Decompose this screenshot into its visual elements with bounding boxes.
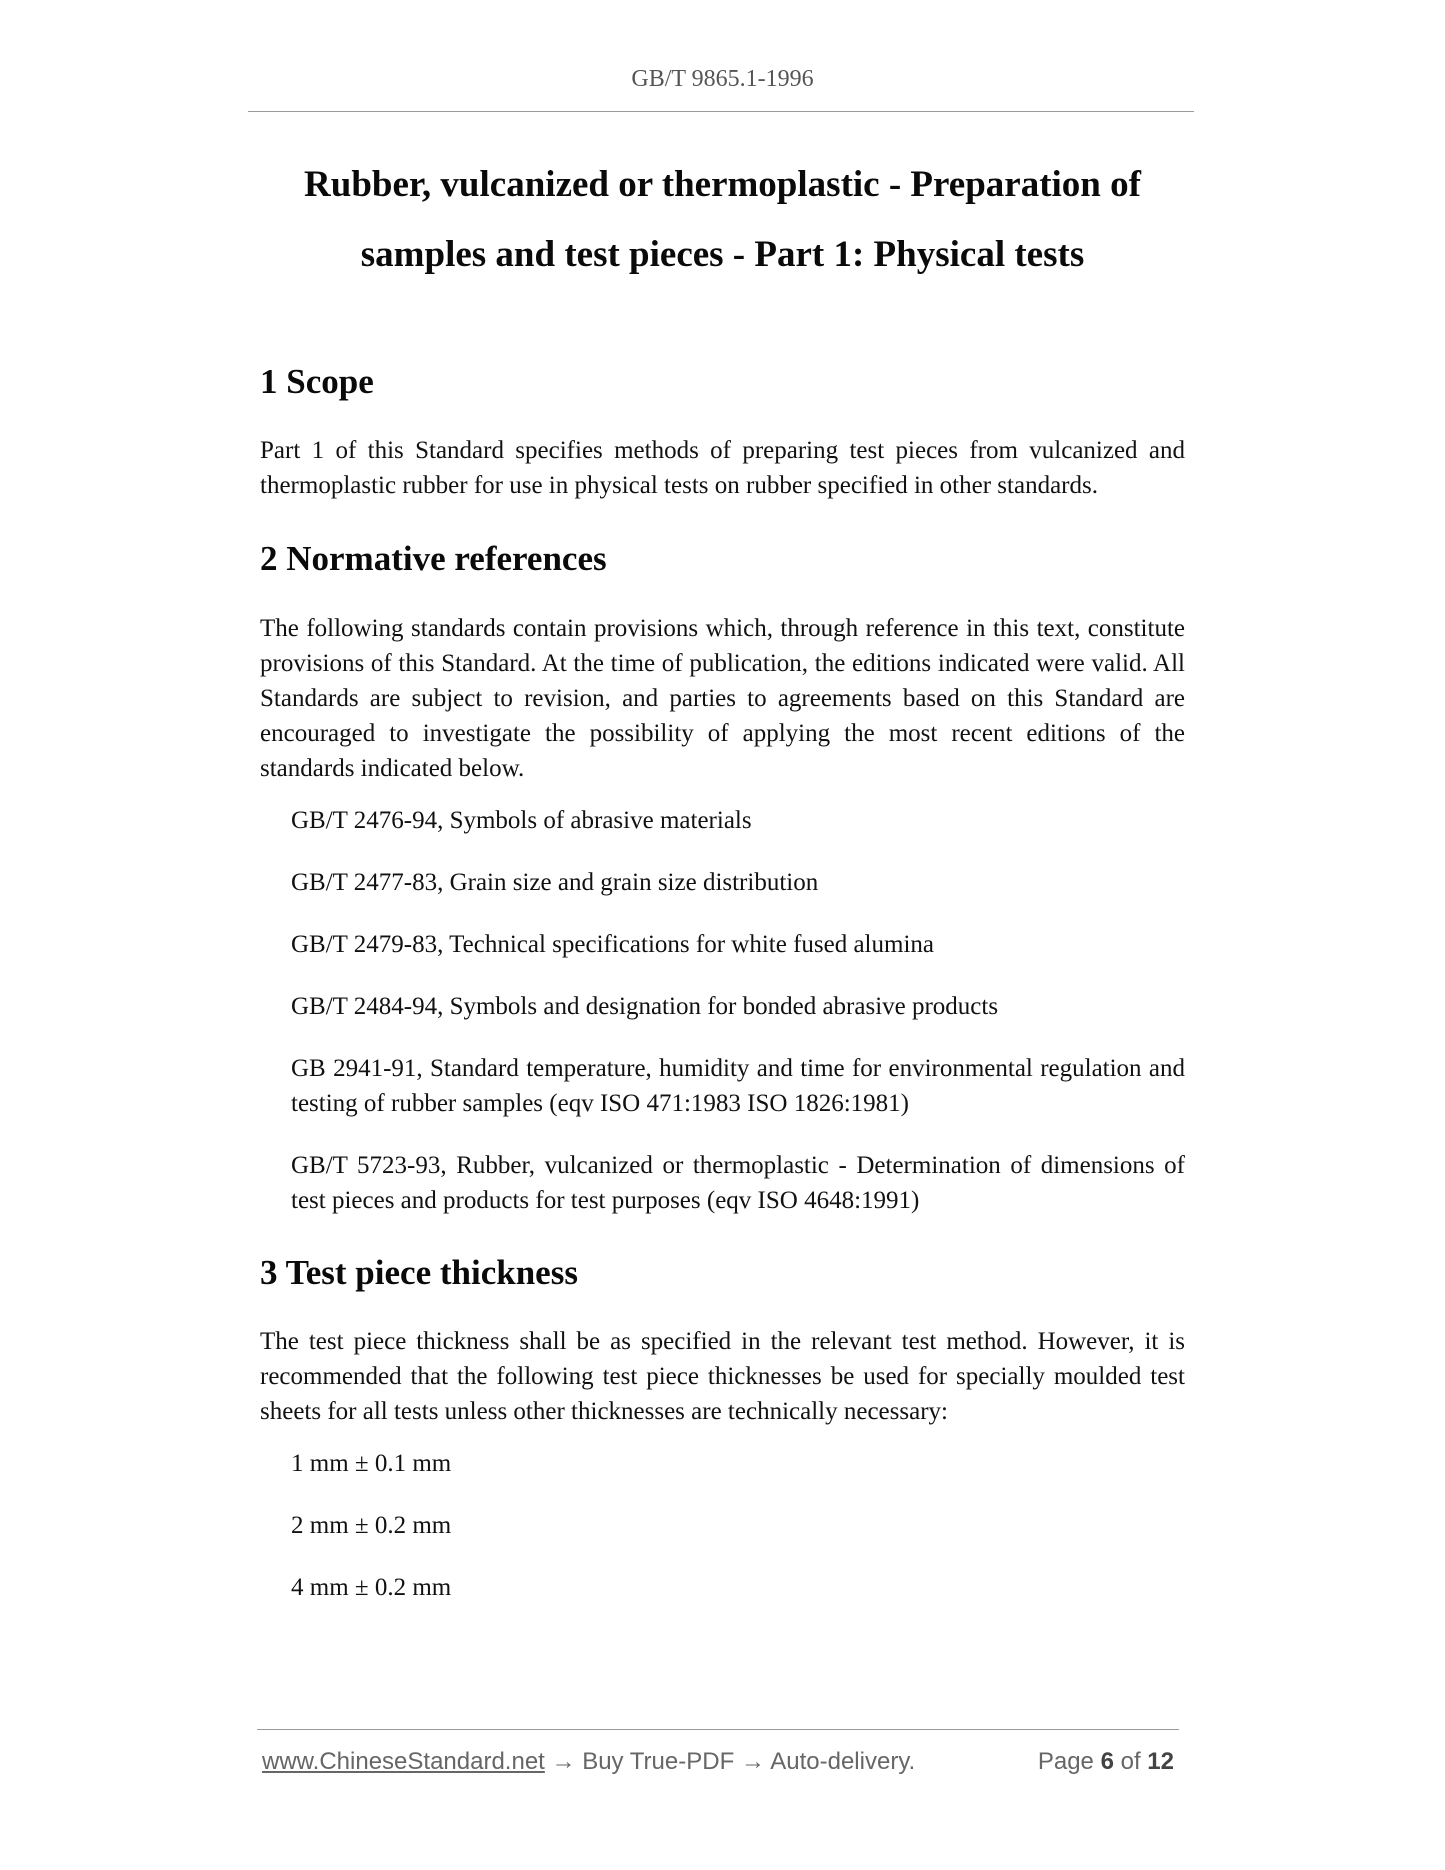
header-divider [248, 111, 1194, 112]
normative-references-paragraph: The following standards contain provisions which, through reference in this text, constitute provisions of this Standard. At the time of publication, the editions indicated were valid. All Standards are subject to revision, and parties to agreements based on this Standard are encouraged to investigate the possibility of applying the most recent editions of the standards indicated below. [260, 615, 1185, 782]
document-body [260, 362, 1185, 1605]
section-heading-test-piece-thickness: 3 Test piece thickness [260, 1253, 578, 1292]
thickness-value: 4 mm ± 0.2 mm [291, 1574, 452, 1601]
document-title [260, 150, 1185, 290]
section-heading-scope: 1 Scope [260, 362, 374, 401]
footer-promo [262, 1748, 915, 1776]
standard-code-header: GB/T 9865.1-1996 [631, 66, 814, 92]
page-footer [262, 1748, 1180, 1782]
footer-divider [257, 1729, 1179, 1730]
page-label: Page [1037, 1748, 1094, 1775]
arrow-right-icon: → [551, 1748, 576, 1775]
reference-item: GB/T 2479-83, Technical specifications for white fused alumina [291, 931, 934, 958]
page-indicator [1038, 1748, 1174, 1776]
total-pages-number: 12 [1147, 1748, 1174, 1775]
chinese-standard-link[interactable]: www.ChineseStandard.net [262, 1748, 545, 1775]
current-page-number: 6 [1100, 1748, 1114, 1775]
buy-true-pdf-text: Buy True-PDF [582, 1748, 735, 1775]
thickness-paragraph: The test piece thickness shall be as specified in the relevant test method. However, it is recommended that the following test piece thicknesses be used for specially moulded test sheets for all tests unless other thicknesses are technically necessary: [260, 1328, 1185, 1425]
title-line-1: Rubber, vulcanized or thermoplastic - Preparation of [304, 164, 1141, 205]
reference-item: GB 2941-91, Standard temperature, humidity and time for environmental regulation and testing of rubber samples (eqv ISO 471:1983 ISO 1826:1981) [291, 1055, 1185, 1117]
arrow-right-icon: → [740, 1748, 765, 1775]
section-heading-normative-references: 2 Normative references [260, 539, 607, 578]
of-label: of [1120, 1748, 1141, 1775]
reference-item: GB/T 2484-94, Symbols and designation for bonded abrasive products [291, 993, 999, 1020]
auto-delivery-text: Auto-delivery. [770, 1748, 916, 1775]
scope-paragraph: Part 1 of this Standard specifies methods of preparing test pieces from vulcanized and thermoplastic rubber for use in physical tests on rubber specified in other standards. [260, 437, 1185, 499]
reference-item: GB/T 2477-83, Grain size and grain size distribution [291, 869, 819, 896]
thickness-value: 1 mm ± 0.1 mm [291, 1450, 452, 1477]
reference-item: GB/T 5723-93, Rubber, vulcanized or thermoplastic - Determination of dimensions of test pieces and products for test purposes (eqv ISO 4648:1991) [291, 1152, 1185, 1214]
title-line-2: samples and test pieces - Part 1: Physical tests [360, 234, 1085, 275]
reference-item: GB/T 2476-94, Symbols of abrasive materials [291, 807, 752, 834]
thickness-value: 2 mm ± 0.2 mm [291, 1512, 452, 1539]
